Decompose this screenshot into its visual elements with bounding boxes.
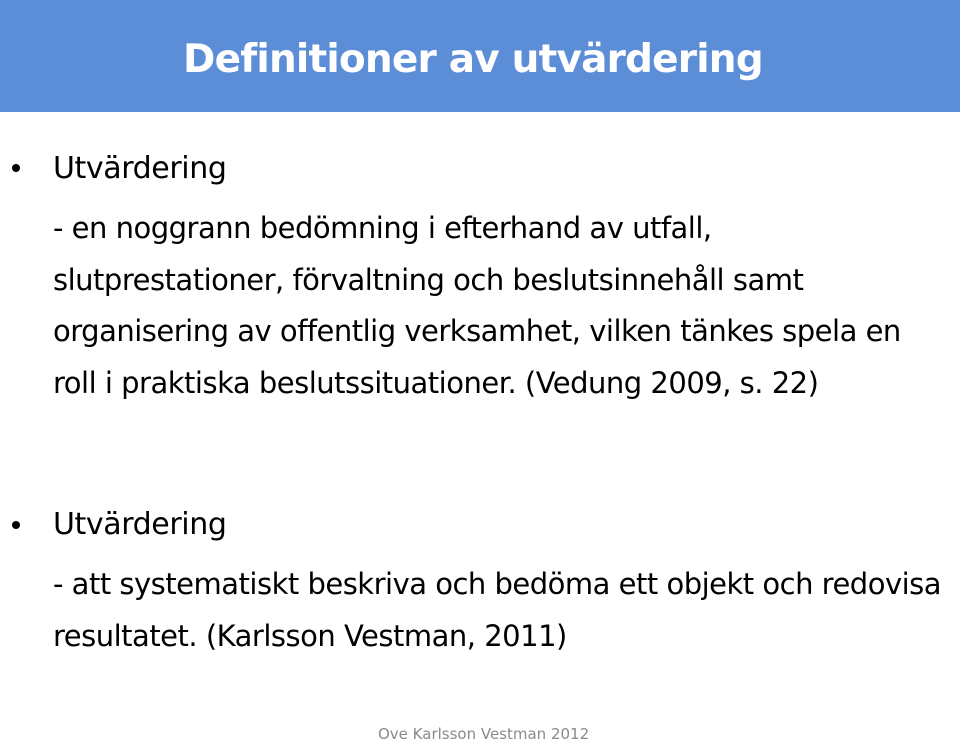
slide-title: Definitioner av utvärdering <box>183 37 763 82</box>
bullet-icon <box>12 164 20 172</box>
definition-term: Utvärdering <box>53 151 227 186</box>
definition-term: Utvärdering <box>53 507 227 542</box>
definition-text: - att systematiskt beskriva och bedöma ett objekt och redovisa resultatet. (Karlsson Vestman, 2011) <box>53 567 942 653</box>
slide-footer: Ove Karlsson Vestman 2012 <box>378 725 590 743</box>
bullet-icon <box>12 521 20 529</box>
definition-text: - en noggrann bedömning i efterhand av utfall, slutprestationer, förvaltning och beslutsinnehåll samt organisering av offentlig verksamhet, vilken tänkes spela en roll i praktiska beslutssituationer. (Vedung 2009, s. 22) <box>53 211 901 400</box>
